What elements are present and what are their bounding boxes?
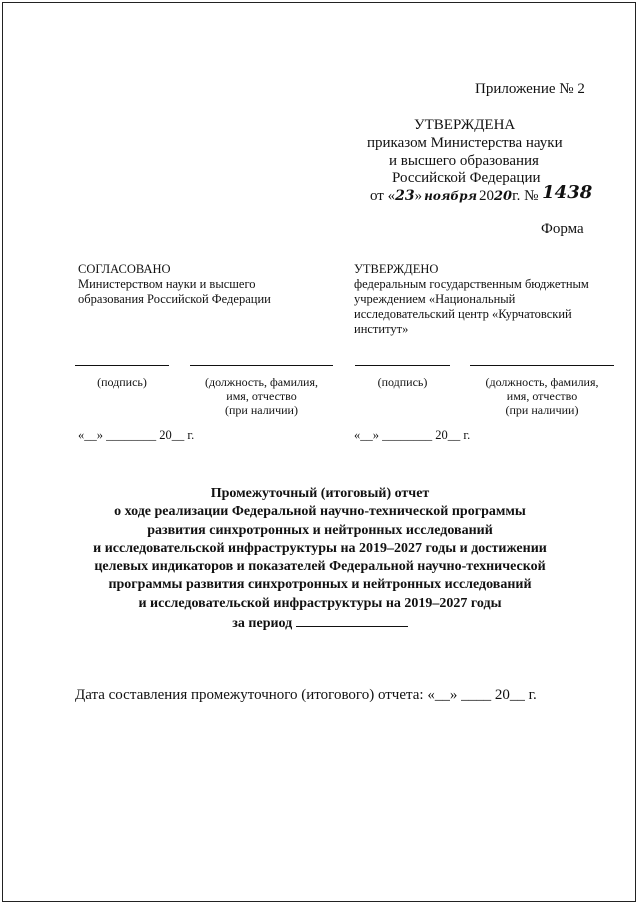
left-signature-caption: (подпись) — [97, 375, 147, 389]
left-sign-org-line2: образования Российской Федерации — [78, 292, 271, 306]
left-sign-date: «__» ________ 20__ г. — [78, 428, 195, 442]
report-title-line4: и исследовательской инфраструктуры на 2019–2027 годы и достижении — [93, 540, 547, 556]
approved-date-line — [370, 182, 593, 206]
right-sign-org-line1: федеральным государственным бюджетным — [354, 277, 589, 291]
right-position-line — [470, 365, 614, 366]
report-period-label: за период — [232, 616, 293, 632]
report-title-line3: развития синхротронных и нейтронных исследований — [147, 522, 493, 538]
right-sign-org-line4: институт» — [354, 322, 409, 336]
report-title-line7: и исследовательской инфраструктуры на 2019–2027 годы — [138, 595, 502, 611]
handwritten-year: 20 — [494, 189, 513, 204]
right-sign-date: «__» ________ 20__ г. — [354, 428, 471, 442]
right-position-caption-line3: (при наличии) — [505, 403, 579, 417]
left-sign-title: СОГЛАСОВАНО — [78, 262, 171, 276]
handwritten-day: 23 — [395, 188, 415, 204]
left-position-caption — [190, 375, 333, 417]
report-title — [60, 485, 580, 633]
left-sign-org-line1: Министерством науки и высшего — [78, 277, 256, 291]
approved-line3: Российской Федерации — [392, 170, 541, 186]
right-signature-line — [355, 365, 450, 366]
date-mid: » — [414, 188, 423, 204]
right-position-caption-line2: имя, отчество — [506, 389, 578, 403]
report-period-blank — [296, 613, 408, 627]
report-period-row — [60, 613, 580, 633]
right-position-caption — [470, 375, 614, 417]
appendix-label: Приложение № 2 — [475, 81, 585, 97]
report-title-line6: программы развития синхротронных и нейтронных исследований — [108, 577, 532, 593]
right-position-caption-line1: (должность, фамилия, — [485, 375, 599, 389]
approved-line1: приказом Министерства науки — [367, 135, 563, 151]
right-sign-title: УТВЕРЖДЕНО — [354, 262, 439, 276]
left-position-caption-line2: имя, отчество — [226, 389, 297, 403]
date-suffix: г. № — [512, 188, 539, 204]
report-title-line1: Промежуточный (итоговый) отчет — [210, 486, 430, 501]
approved-line2: и высшего образования — [389, 153, 539, 169]
left-position-line — [190, 365, 333, 366]
right-sign-org-line3: исследовательский центр «Курчатовский — [354, 307, 572, 321]
left-signature-line — [75, 365, 169, 366]
report-title-line2: о ходе реализации Федеральной научно-технической программы — [114, 504, 526, 520]
handwritten-order-number: 1438 — [542, 182, 593, 203]
report-title-line5: целевых индикаторов и показателей Федеральной научно-технической — [94, 559, 546, 575]
left-position-caption-line3: (при наличии) — [225, 403, 298, 417]
handwritten-month: ноября — [424, 189, 478, 203]
date-prefix: от « — [370, 188, 396, 204]
right-sign-org-line2: учреждением «Национальный — [354, 292, 516, 306]
form-label: Форма — [541, 221, 584, 237]
right-signature-caption: (подпись) — [377, 375, 428, 389]
approved-title: УТВЕРЖДЕНА — [414, 117, 516, 133]
year-prefix: 20 — [479, 188, 495, 204]
compilation-date: Дата составления промежуточного (итогового) отчета: «__» ____ 20__ г. — [75, 687, 537, 703]
left-position-caption-line1: (должность, фамилия, — [204, 375, 319, 389]
